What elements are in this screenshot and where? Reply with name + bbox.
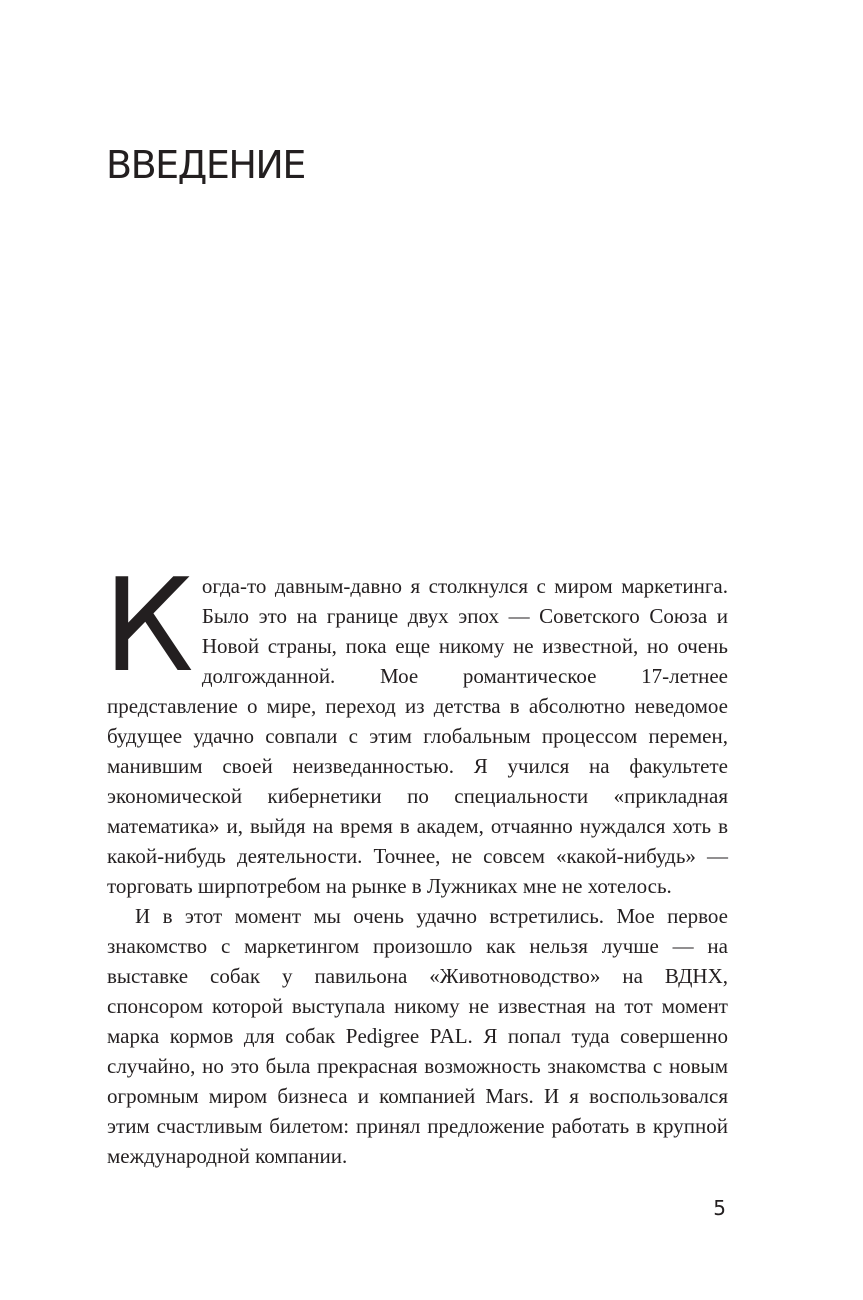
paragraph-1-text: огда-то давным-давно я столкнулся с миром маркетинга. Было это на границе двух эпох — Советского Союза и Новой страны, пока еще никому не известной, но очень долгожданной. Мое романтическое 17-летнее представление о мире, переход из детства в абсолютно неведомое будущее удачно совпали с этим глобальным процессом перемен, манившим своей неизведанностью. Я учился на факультете экономической кибернетики по специальности «прикладная математика» и, выйдя на время в академ, отчаянно нуждался хоть в какой-нибудь деятельности. Точнее, не совсем «какой-нибудь» — торговать ширпотребом на рынке в Лужниках мне не хотелось.: [107, 574, 728, 898]
chapter-title: ВВЕДЕНИЕ: [106, 143, 305, 187]
paragraph-2: И в этот момент мы очень удачно встретились. Мое первое знакомство с маркетингом произошло как нельзя лучше — на выставке собак у павильона «Животноводство» на ВДНХ, спонсором которой выступала никому не известная на тот момент марка кормов для собак Pedigree PAL. Я попал туда совершенно случайно, но это была прекрасная возможность знакомства с новым огромным миром бизнеса и компанией Mars. И я воспользовался этим счастливым билетом: принял предложение работать в крупной международной компании.: [107, 904, 728, 1168]
body-text: [103, 552, 728, 1171]
page-number: 5: [713, 1196, 726, 1220]
drop-cap: К: [103, 552, 194, 701]
paragraph-1: [103, 552, 728, 901]
